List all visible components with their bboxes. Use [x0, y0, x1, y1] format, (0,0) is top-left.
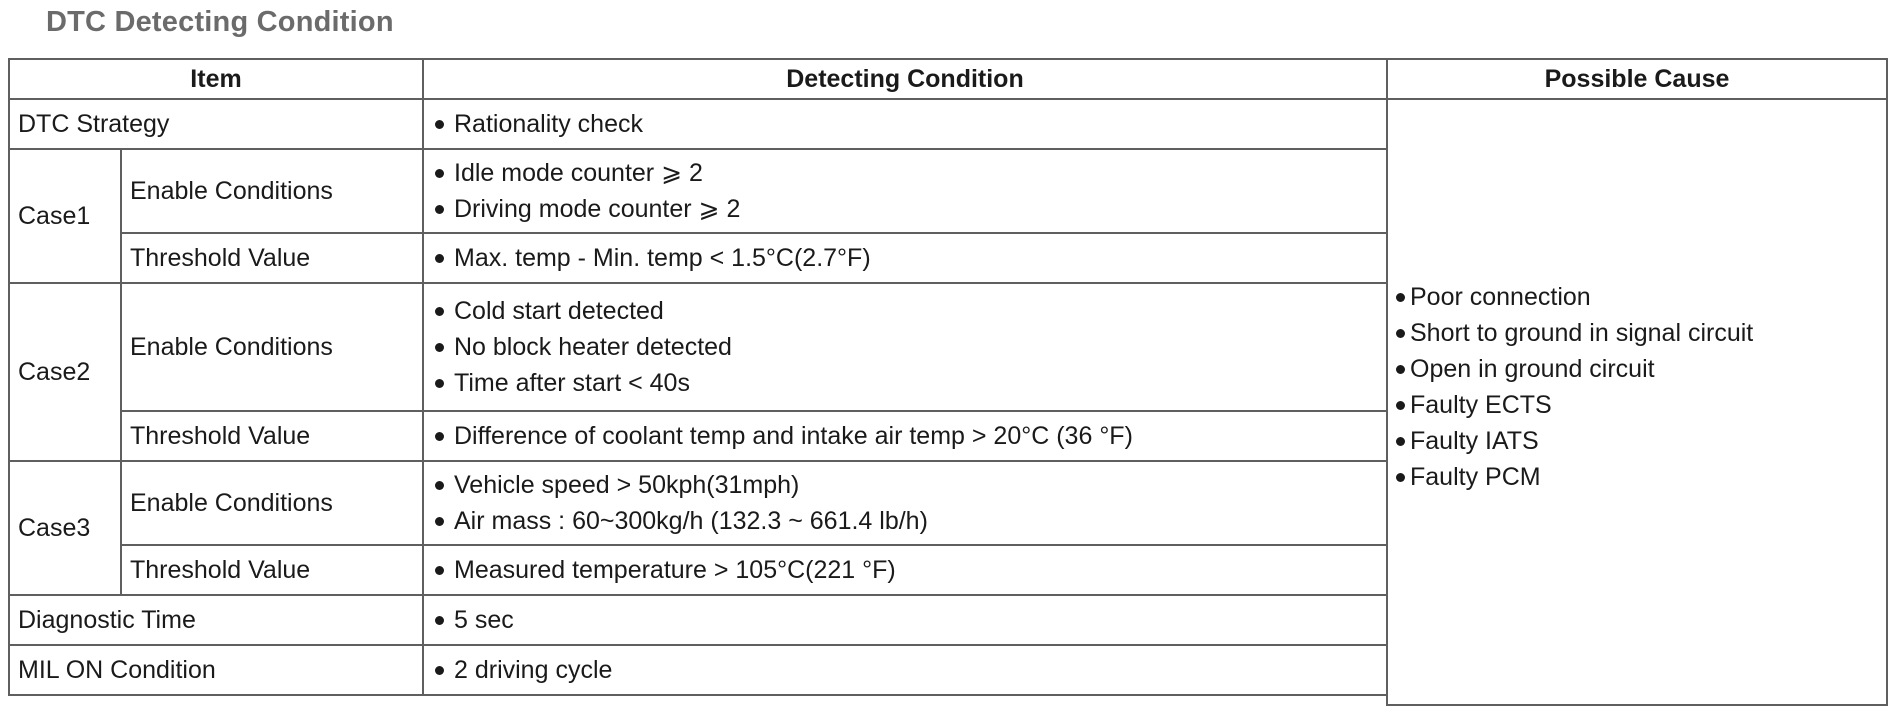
- detecting-condition-cell: [423, 411, 1387, 461]
- case-label: Case1: [9, 149, 121, 283]
- cause-item: Poor connection: [1396, 279, 1886, 315]
- enable-conditions-label: Enable Conditions: [121, 461, 423, 545]
- detecting-condition-cell: [423, 545, 1387, 595]
- case-label: Case2: [9, 283, 121, 461]
- condition-item: Difference of coolant temp and intake air temp > 20°C (36 °F): [432, 418, 1386, 454]
- threshold-value-label: Threshold Value: [121, 411, 423, 461]
- cause-item: Faulty IATS: [1396, 423, 1886, 459]
- row-label-diagnostic-time: Diagnostic Time: [9, 595, 423, 645]
- detecting-condition-cell: [423, 99, 1387, 149]
- header-detecting-condition: Detecting Condition: [423, 59, 1387, 99]
- enable-conditions-label: Enable Conditions: [121, 283, 423, 411]
- detecting-condition-cell: [423, 283, 1387, 411]
- header-possible-cause: Possible Cause: [1387, 59, 1887, 99]
- threshold-value-label: Threshold Value: [121, 233, 423, 283]
- header-row: [9, 59, 1887, 99]
- condition-item: No block heater detected: [432, 329, 1386, 365]
- condition-item: Max. temp - Min. temp < 1.5°C(2.7°F): [432, 240, 1386, 276]
- condition-item: Time after start < 40s: [432, 365, 1386, 401]
- condition-item: Air mass : 60~300kg/h (132.3 ~ 661.4 lb/h): [432, 503, 1386, 539]
- detecting-condition-cell: [423, 233, 1387, 283]
- cause-item: Faulty ECTS: [1396, 387, 1886, 423]
- header-item: Item: [9, 59, 423, 99]
- condition-item: Cold start detected: [432, 293, 1386, 329]
- condition-item: Driving mode counter ⩾ 2: [432, 191, 1386, 227]
- condition-item: 5 sec: [432, 602, 1386, 638]
- condition-item: Measured temperature > 105°C(221 °F): [432, 552, 1386, 588]
- detecting-condition-cell: [423, 461, 1387, 545]
- case-label: Case3: [9, 461, 121, 595]
- page-title: DTC Detecting Condition: [46, 6, 394, 38]
- threshold-value-label: Threshold Value: [121, 545, 423, 595]
- dtc-condition-table: [8, 58, 1888, 706]
- row-label-dtc-strategy: DTC Strategy: [9, 99, 423, 149]
- condition-item: 2 driving cycle: [432, 652, 1386, 688]
- cause-item: Short to ground in signal circuit: [1396, 315, 1886, 351]
- condition-item: Idle mode counter ⩾ 2: [432, 155, 1386, 191]
- detecting-condition-cell: [423, 595, 1387, 645]
- detecting-condition-cell: [423, 149, 1387, 233]
- detecting-condition-cell: [423, 645, 1387, 695]
- enable-conditions-label: Enable Conditions: [121, 149, 423, 233]
- cause-item: Faulty PCM: [1396, 459, 1886, 495]
- table-row: [9, 99, 1887, 149]
- row-label-mil-on-condition: MIL ON Condition: [9, 645, 423, 695]
- possible-cause-cell: [1387, 99, 1887, 705]
- condition-item: Vehicle speed > 50kph(31mph): [432, 467, 1386, 503]
- condition-item: Rationality check: [432, 106, 1386, 142]
- cause-item: Open in ground circuit: [1396, 351, 1886, 387]
